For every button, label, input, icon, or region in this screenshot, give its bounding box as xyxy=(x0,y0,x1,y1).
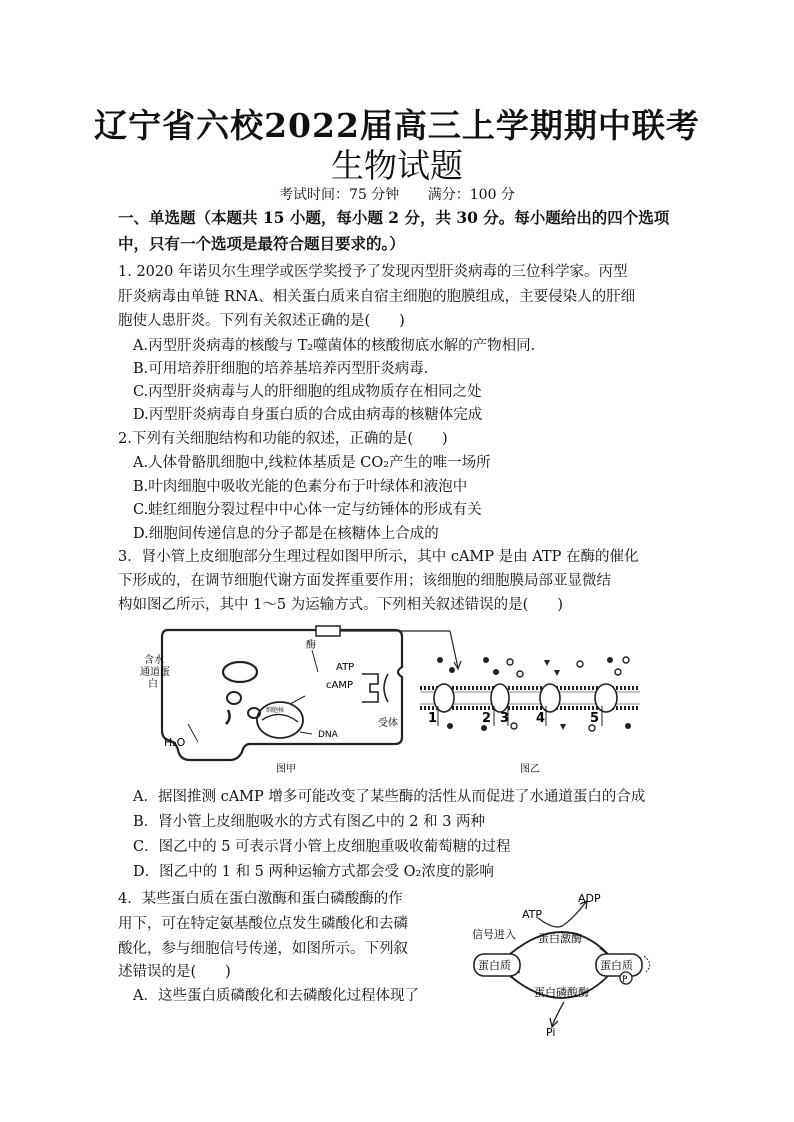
signal-squiggle xyxy=(644,956,650,972)
molecule-circle xyxy=(623,657,629,663)
molecule-triangle xyxy=(544,660,550,666)
cell-outline xyxy=(162,630,402,760)
molecule-circle xyxy=(615,669,621,675)
label-water-channel: 白 xyxy=(148,679,158,690)
q3-option-a: A．据图推测 cAMP 增多可能改变了某些酶的活性从而促进了水通道蛋白的合成 xyxy=(133,789,646,805)
q2-option-b: B.叶肉细胞中吸收光能的色素分布于叶绿体和液泡中 xyxy=(133,479,468,495)
molecule-triangle xyxy=(560,724,566,730)
label-dna: DNA xyxy=(318,730,338,740)
signal-molecule-shape xyxy=(384,674,388,702)
label-protein-left: 蛋白质 xyxy=(478,959,511,972)
exam-time: 考试时间：75 分钟 xyxy=(279,187,400,203)
q4-stem-2: 用下，可在特定氨基酸位点发生磷酸化和去磷 xyxy=(118,916,408,932)
carrier-protein-1 xyxy=(434,684,454,712)
phosphorylation-cycle-figure xyxy=(466,890,666,1040)
label-protein-right: 蛋白质 xyxy=(600,959,633,972)
q1-option-d: D.丙型肝炎病毒自身蛋白质的合成由病毒的核糖体完成 xyxy=(133,407,483,423)
label-pi: Pi xyxy=(546,1026,556,1039)
q3-stem-1: 3．肾小管上皮细胞部分生理过程如图甲所示，其中 cAMP 是由 ATP 在酶的催化 xyxy=(118,549,639,565)
molecule-dot xyxy=(483,657,489,663)
q1-option-c: C.丙型肝炎病毒与人的肝细胞的组成物质存在相同之处 xyxy=(133,384,482,400)
caption-figure-a: 图甲 xyxy=(276,764,296,775)
water-arrow xyxy=(188,724,198,742)
molecule-circle xyxy=(507,659,513,665)
label-kinase: 蛋白激酶 xyxy=(538,932,582,945)
q4-stem-4: 述错误的是( ) xyxy=(118,964,231,980)
carrier-protein-4 xyxy=(540,684,560,712)
q3-option-d: D．图乙中的 1 和 5 两种运输方式都会受 O₂浓度的影响 xyxy=(133,864,494,880)
q2-option-c: C.蛙红细胞分裂过程中中心体一定与纺锤体的形成有关 xyxy=(133,502,482,518)
label-phosphatase: 蛋白磷酸酶 xyxy=(534,986,589,999)
molecule-circle xyxy=(577,661,583,667)
transport-label-5: 5 xyxy=(590,711,600,726)
receptor-shape xyxy=(362,674,378,702)
label-h2o: H₂O xyxy=(164,736,186,749)
molecule-triangle xyxy=(554,670,560,676)
label-water-channel: 通道蛋 xyxy=(140,667,170,678)
q1-stem-3: 胞使人患肝炎。下列有关叙述正确的是( ) xyxy=(118,313,405,329)
q3-stem-2: 下形成的，在调节细胞代谢方面发挥重要作用；该细胞的细胞膜局部亚显微结 xyxy=(118,573,611,589)
caption-figure-b: 图乙 xyxy=(520,764,540,775)
arrow xyxy=(312,650,318,672)
label-adp: ADP xyxy=(578,892,601,905)
transport-label-2: 2 xyxy=(482,711,492,726)
molecule-dot xyxy=(607,657,613,663)
exam-meta xyxy=(0,184,794,204)
molecule-circle xyxy=(517,671,523,677)
exam-subtitle: 生物试题 xyxy=(331,146,463,185)
label-atp: ATP xyxy=(522,908,543,921)
label-nucleus: 细胞核 xyxy=(266,707,285,714)
vesicle-shape xyxy=(227,692,241,704)
section-heading-1: 一、单选题（本题共 15 小题，每小题 2 分，共 30 分。每小题给出的四个选项 xyxy=(118,208,670,227)
vesicle-shape xyxy=(226,710,230,724)
label-phosphate: P xyxy=(622,975,628,985)
molecule-circle xyxy=(511,723,517,729)
q1-stem-1: 1. 2020 年诺贝尔生理学或医学奖授予了发现丙型肝炎病毒的三位科学家。丙型 xyxy=(118,264,628,280)
figure-b-membrane xyxy=(420,657,640,775)
membrane-enzyme-box xyxy=(316,626,340,636)
q4-option-a: A．这些蛋白质磷酸化和去磷酸化过程体现了 xyxy=(133,988,419,1004)
q1-option-b: B.可用培养肝细胞的培养基培养丙型肝炎病毒. xyxy=(133,361,429,377)
section-heading-2: 中，只有一个选项是最符合题目要求的。） xyxy=(118,234,405,253)
molecule-dot xyxy=(447,723,453,729)
transport-label-4: 4 xyxy=(536,711,546,726)
arrow xyxy=(290,696,305,704)
exam-title: 辽宁省六校2022届高三上学期期中联考 xyxy=(94,106,700,145)
q3-stem-3: 构如图乙所示，其中 1～5 为运输方式。下列相关叙述错误的是( ) xyxy=(118,597,563,613)
transport-label-1: 1 xyxy=(428,711,438,726)
q2-option-a: A.人体骨骼肌细胞中,线粒体基质是 CO₂产生的唯一场所 xyxy=(133,455,491,471)
label-atp: ATP xyxy=(336,662,355,673)
label-water-channel: 含水 xyxy=(144,655,164,666)
label-camp: cAMP xyxy=(326,680,353,691)
label-enzyme: 酶 xyxy=(306,640,316,651)
molecule-dot xyxy=(449,667,455,673)
carrier-protein-5 xyxy=(595,684,617,712)
figure-a-cell xyxy=(140,626,461,775)
arrow xyxy=(300,732,312,734)
q2-option-d: D.细胞间传递信息的分子都是在核糖体上合成的 xyxy=(133,526,439,542)
q3-option-b: B．肾小管上皮细胞吸水的方式有图乙中的 2 和 3 两种 xyxy=(133,814,486,830)
q1-stem-2: 肝炎病毒由单链 RNA、相关蛋白质来自宿主细胞的胞膜组成，主要侵染人的肝细 xyxy=(118,289,636,305)
atp-adp-arrow xyxy=(538,902,586,927)
label-receptor: 受体 xyxy=(378,718,398,729)
molecule-dot xyxy=(625,723,631,729)
dna-strand xyxy=(262,714,298,722)
molecule-dot xyxy=(493,669,499,675)
pi-arrow xyxy=(552,1002,564,1026)
q4-stem-1: 4．某些蛋白质在蛋白激酶和蛋白磷酸酶的作 xyxy=(118,891,403,907)
q2-stem-1: 2.下列有关细胞结构和功能的叙述，正确的是( ) xyxy=(118,431,448,447)
q4-stem-3: 酸化，参与细胞信号传递，如图所示。下列叙 xyxy=(118,941,408,957)
transport-label-3: 3 xyxy=(500,711,510,726)
cell-diagram-figure xyxy=(140,622,650,780)
full-score: 满分：100 分 xyxy=(427,187,515,203)
q3-option-c: C．图乙中的 5 可表示肾小管上皮细胞重吸收葡萄糖的过程 xyxy=(133,839,511,855)
vesicle-shape xyxy=(223,662,257,682)
molecule-dot xyxy=(437,657,443,663)
label-signal-in: 信号进入 xyxy=(472,928,516,941)
q1-option-a: A.丙型肝炎病毒的核酸与 T₂噬菌体的核酸彻底水解的产物相同. xyxy=(133,338,536,354)
